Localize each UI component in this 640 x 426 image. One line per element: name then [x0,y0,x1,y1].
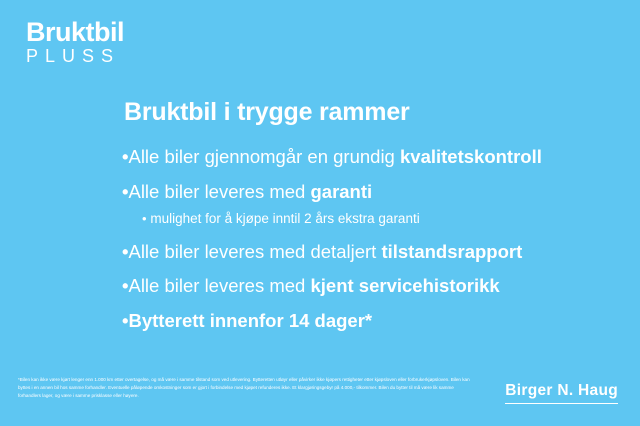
list-item [122,241,592,263]
bullet-marker-icon: • [122,275,129,297]
list-item-text: Alle biler gjennomgår en grundig [128,146,400,167]
bullet-marker-icon: • [122,310,129,332]
brand-logo-line2: PLUSS [26,46,121,67]
dealer-rule-divider [505,403,618,405]
list-item-text: Alle biler leveres med detaljert [128,240,382,262]
list-item [122,275,592,297]
list-item-emphasis: garanti [310,180,373,202]
bullet-marker-icon: • [142,210,147,226]
list-item-emphasis: kjent servicehistorikk [310,275,500,297]
list-item-sub [142,211,592,227]
dealer-logo [505,382,618,405]
bullet-list [122,146,592,345]
brand-logo [26,18,124,67]
list-item-emphasis: Bytterett innenfor 14 dager* [128,310,373,332]
list-item [122,181,592,203]
list-item [122,146,592,168]
bullet-marker-icon: • [122,240,129,262]
legal-fineprint: *Bilen kan ikke være kjørt lenger enn 1.000 km etter overtagelse, og må være i samme tilstand som ved utlevering. Bytteretten utløyr eller påvirker ikke kjøpers rettigheter etter kjøpsloven eller forbrukerkjøpsloven. Bilen kan byttes i en annen bil hos samme forhandler. Eventuelle påløpende omkostninger som er gjort i forbindelse med kjøpet refunderes ikke. Et klargjøringsgebyr på 4.000,- tilkommer. Bilen du bytter til må være lik samme forhandlers lager, og være i samme prisklasse eller høyere. [18,377,470,399]
list-item-emphasis: tilstandsrapport [381,240,523,262]
dealer-name: Birger N. Haug [505,381,618,399]
list-item [122,310,592,332]
list-item-text: mulighet for å kjøpe inntil 2 års ekstra garanti [150,210,420,226]
bullet-marker-icon: • [122,180,129,202]
brand-logo-line1: Bruktbil [26,17,125,47]
list-item-emphasis: kvalitetskontroll [400,146,542,167]
bullet-marker-icon: • [122,146,129,167]
list-item-text: Alle biler leveres med [128,180,311,202]
list-item-text: Alle biler leveres med [128,275,311,297]
page-title: Bruktbil i trygge rammer [124,98,410,126]
